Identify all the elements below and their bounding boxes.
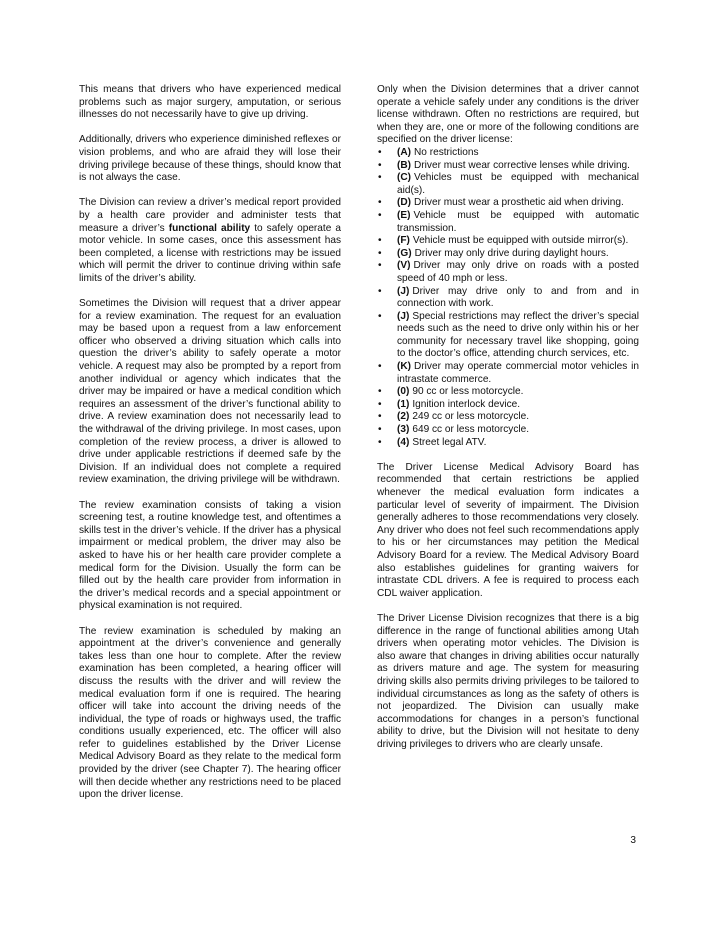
restriction-code: (K)	[397, 361, 412, 373]
restriction-item	[377, 260, 639, 285]
restriction-code: (C)	[397, 172, 412, 184]
restriction-text: Driver must wear corrective lenses while driving.	[414, 159, 630, 171]
functional-ability-text-before: The Division can review a driver’s medical report provided by a health care provider and administer tests that measure a driver’s	[79, 197, 341, 234]
paragraph-review-contents: The review examination consists of taking a vision screening test, a routine knowledge test, and oftentimes a skills test in the driver’s vehicle. If the driver has a physical impairment or medical problem, the driver may also be asked to have his or her health care provider complete a medical form for the Division. Usually the form can be filled out by the health care provider from information in the driver’s medical records and a special appointment or physical examination is not required.	[79, 499, 341, 612]
restriction-item	[377, 147, 639, 160]
restriction-code: (B)	[397, 159, 412, 171]
restriction-item	[377, 311, 639, 361]
restriction-code: (D)	[397, 197, 412, 209]
restriction-item	[377, 424, 639, 437]
restriction-text: Driver may only drive on roads with a posted speed of 40 mph or less.	[397, 260, 639, 284]
restriction-text: Vehicle must be equipped with automatic transmission.	[397, 209, 639, 234]
restriction-item	[377, 172, 639, 197]
restriction-code: (G)	[397, 247, 412, 259]
restriction-code: (J)	[397, 310, 410, 322]
restriction-code: (4)	[397, 436, 410, 448]
functional-ability-text-after: to safely operate a motor vehicle. In some cases, once this assessment has been completed, a license with restrictions may be issued which will permit the driver to continue driving within safe limits of the driver’s ability.	[79, 222, 341, 284]
restriction-code: (F)	[397, 235, 410, 247]
restriction-text: 649 cc or less motorcycle.	[412, 424, 530, 436]
restriction-item	[377, 248, 639, 261]
restriction-item	[377, 197, 639, 210]
restriction-item	[377, 210, 639, 235]
restriction-text: 90 cc or less motorcycle.	[412, 386, 524, 398]
paragraph-review-request: Sometimes the Division will request that a driver appear for a review examination. The request for an evaluation may be based upon a request from a law enforcement officer who observed a driving situation which calls into question the driver’s ability to safely operate a motor vehicle. A request may also be prompted by a report from another individual or agency which indicates that the driver may be impaired or have a medical condition which requires an assessment of the driver’s functional ability to drive. A review examination does not necessarily lead to the withdrawal of the driving privilege. In most cases, upon completion of the review process, a driver is allowed to drive under applicable restrictions if deemed safe by the Division. If an individual does not complete a required review examination, the driving privilege will be withdrawn.	[79, 298, 341, 486]
restriction-code: (J)	[397, 285, 410, 297]
restriction-text: Driver may only drive during daylight hours.	[414, 247, 609, 259]
restriction-text: Ignition interlock device.	[412, 398, 521, 410]
restriction-item	[377, 160, 639, 173]
restriction-item	[377, 361, 639, 386]
restriction-text: Driver may operate commercial motor vehicles in intrastate commerce.	[397, 361, 639, 385]
restriction-item	[377, 235, 639, 248]
left-column	[79, 84, 341, 802]
restriction-item	[377, 399, 639, 412]
restriction-code: (E)	[397, 209, 411, 221]
restriction-code: (0)	[397, 386, 410, 398]
page-number: 3	[630, 835, 636, 846]
paragraph-review-scheduling: The review examination is scheduled by making an appointment at the driver’s convenience and generally takes less than one hour to complete. After the review examination has been completed, a hearing officer will discuss the results with the driver and will review the medical evaluation form if one is required. The hearing officer will take into account the driving needs of the individual, the type of roads or highways used, the traffic conditions usually experienced, etc. The officer will also refer to guidelines established by the Driver License Medical Advisory Board as they relate to the medical form provided by the driver (see Chapter 7). The hearing officer will then decide whether any restrictions need to be placed upon the driver license.	[79, 625, 341, 801]
restriction-item	[377, 386, 639, 399]
restriction-item	[377, 437, 639, 450]
restriction-text: Vehicles must be equipped with mechanical aid(s).	[397, 172, 639, 196]
paragraph-medical-problems: This means that drivers who have experienced medical problems such as major surgery, amputation, or serious illnesses do not necessarily have to give up driving.	[79, 84, 341, 121]
paragraph-functional-ability	[79, 197, 341, 285]
restriction-list	[377, 147, 639, 449]
restriction-text: Special restrictions may reflect the driver’s special needs such as the need to drive only within his or her community for necessary travel like shopping, going to the doctor’s office, attending church services, etc.	[397, 310, 639, 360]
restriction-text: Vehicle must be equipped with outside mirror(s).	[412, 235, 629, 247]
functional-ability-term: functional ability	[168, 222, 251, 234]
restriction-text: No restrictions	[414, 146, 479, 158]
right-column	[377, 84, 639, 751]
restriction-text: Street legal ATV.	[412, 436, 487, 448]
restriction-code: (3)	[397, 424, 410, 436]
paragraph-functional-abilities-range: The Driver License Division recognizes that there is a big difference in the range of functional abilities among Utah drivers when operating motor vehicles. The Division is also aware that changes in driving abilities occur naturally as drivers mature and age. The system for measuring driving skills also permits driving privileges to be tailored to individual circumstances as long as the safety of others is not jeopardized. The Division can usually make accommodations for changes in a person’s functional ability to drive, but the Division will not hesitate to deny driving privileges to drivers who are clearly unsafe.	[377, 612, 639, 750]
restriction-item	[377, 286, 639, 311]
restriction-code: (1)	[397, 398, 410, 410]
paragraph-restrictions-intro: Only when the Division determines that a driver cannot operate a vehicle safely under any conditions is the driver license withdrawn. Often no restrictions are required, but when they are, one or more of the following conditions are specified on the driver license:	[377, 84, 639, 146]
restriction-item	[377, 411, 639, 424]
restriction-code: (V)	[397, 260, 411, 272]
restriction-text: Driver must wear a prosthetic aid when driving.	[414, 197, 624, 209]
restriction-text: 249 cc or less motorcycle.	[412, 411, 530, 423]
restriction-code: (A)	[397, 146, 412, 158]
paragraph-medical-advisory-board: The Driver License Medical Advisory Board has recommended that certain restrictions be applied whenever the medical evaluation form indicates a particular level of severity of impairment. The Division generally adheres to those recommendations very closely. Any driver who does not feel such recommendations apply to his or her circumstances may petition the Medical Advisory Board for a review. The Medical Advisory Board also establishes guidelines for granting waivers for intrastate CDL drivers. A fee is required to process each CDL waiver application.	[377, 461, 639, 599]
restriction-code: (2)	[397, 411, 410, 423]
restriction-text: Driver may drive only to and from and in connection with work.	[397, 285, 639, 310]
paragraph-diminished-reflexes: Additionally, drivers who experience diminished reflexes or vision problems, and who are afraid they will lose their driving privilege because of these things, should know that is not always the case.	[79, 134, 341, 184]
